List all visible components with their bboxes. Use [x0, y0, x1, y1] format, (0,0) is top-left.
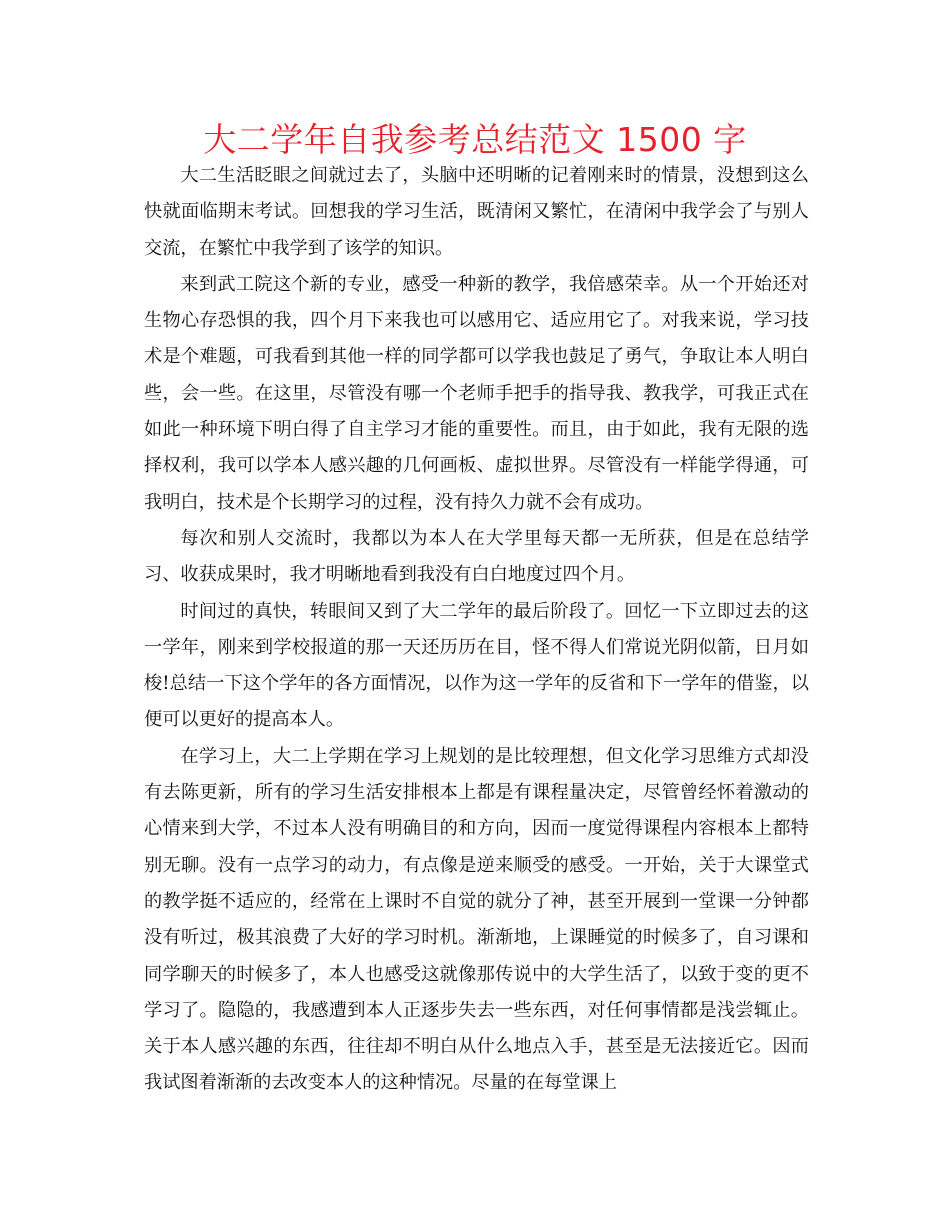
document-body	[144, 158, 809, 1102]
document-title: 大二学年自我参考总结范文 1500 字	[203, 120, 747, 159]
paragraph: 每次和别人交流时，我都以为本人在大学里每天都一无所获，但是在总结学习、收获成果时，我才明晰地看到我没有白白地度过四个月。	[144, 527, 809, 586]
paragraph: 时间过的真快，转眼间又到了大二学年的最后阶段了。回忆一下立即过去的这一学年，刚来到学校报道的那一天还历历在目，怪不得人们常说光阴似箭，日月如梭!总结一下这个学年的各方面情况，以作为这一学年的反省和下一学年的借鉴，以便可以更好的提高本人。	[144, 600, 809, 731]
paragraph: 在学习上，大二上学期在学习上规划的是比较理想，但文化学习思维方式却没有去陈更新，所有的学习生活安排根本上都是有课程量决定，尽管曾经怀着激动的心情来到大学，不过本人没有明确目的和方向，因而一度觉得课程内容根本上都特别无聊。没有一点学习的动力，有点像是逆来顺受的感受。一开始，关于大课堂式的教学挺不适应的，经常在上课时不自觉的就分了神，甚至开展到一堂课一分钟都没有听过，极其浪费了大好的学习时机。渐渐地，上课睡觉的时候多了，自习课和同学聊天的时候多了，本人也感受这就像那传说中的大学生活了，以致于变的更不学习了。隐隐的，我感遭到本人正逐步失去一些东西，对任何事情都是浅尝辄止。关于本人感兴趣的东西，往往却不明白从什么地点入手，甚至是无法接近它。因而我试图着渐渐的去改变本人的这种情况。尽量的在每堂课上	[144, 745, 809, 1094]
paragraph: 来到武工院这个新的专业，感受一种新的教学，我倍感荣幸。从一个开始还对生物心存恐惧的我，四个月下来我也可以感用它、适应用它了。对我来说，学习技术是个难题，可我看到其他一样的同学都可以学我也鼓足了勇气，争取让本人明白些，会一些。在这里，尽管没有哪一个老师手把手的指导我、教我学，可我正式在如此一种环境下明白得了自主学习才能的重要性。而且，由于如此，我有无限的选择权利，我可以学本人感兴趣的几何画板、虚拟世界。尽管没有一样能学得通，可我明白，技术是个长期学习的过程，没有持久力就不会有成功。	[144, 273, 809, 513]
paragraph: 大二生活眨眼之间就过去了，头脑中还明晰的记着刚来时的情景，没想到这么快就面临期末考试。回想我的学习生活，既清闲又繁忙，在清闲中我学会了与别人交流，在繁忙中我学到了该学的知识。	[144, 165, 809, 259]
